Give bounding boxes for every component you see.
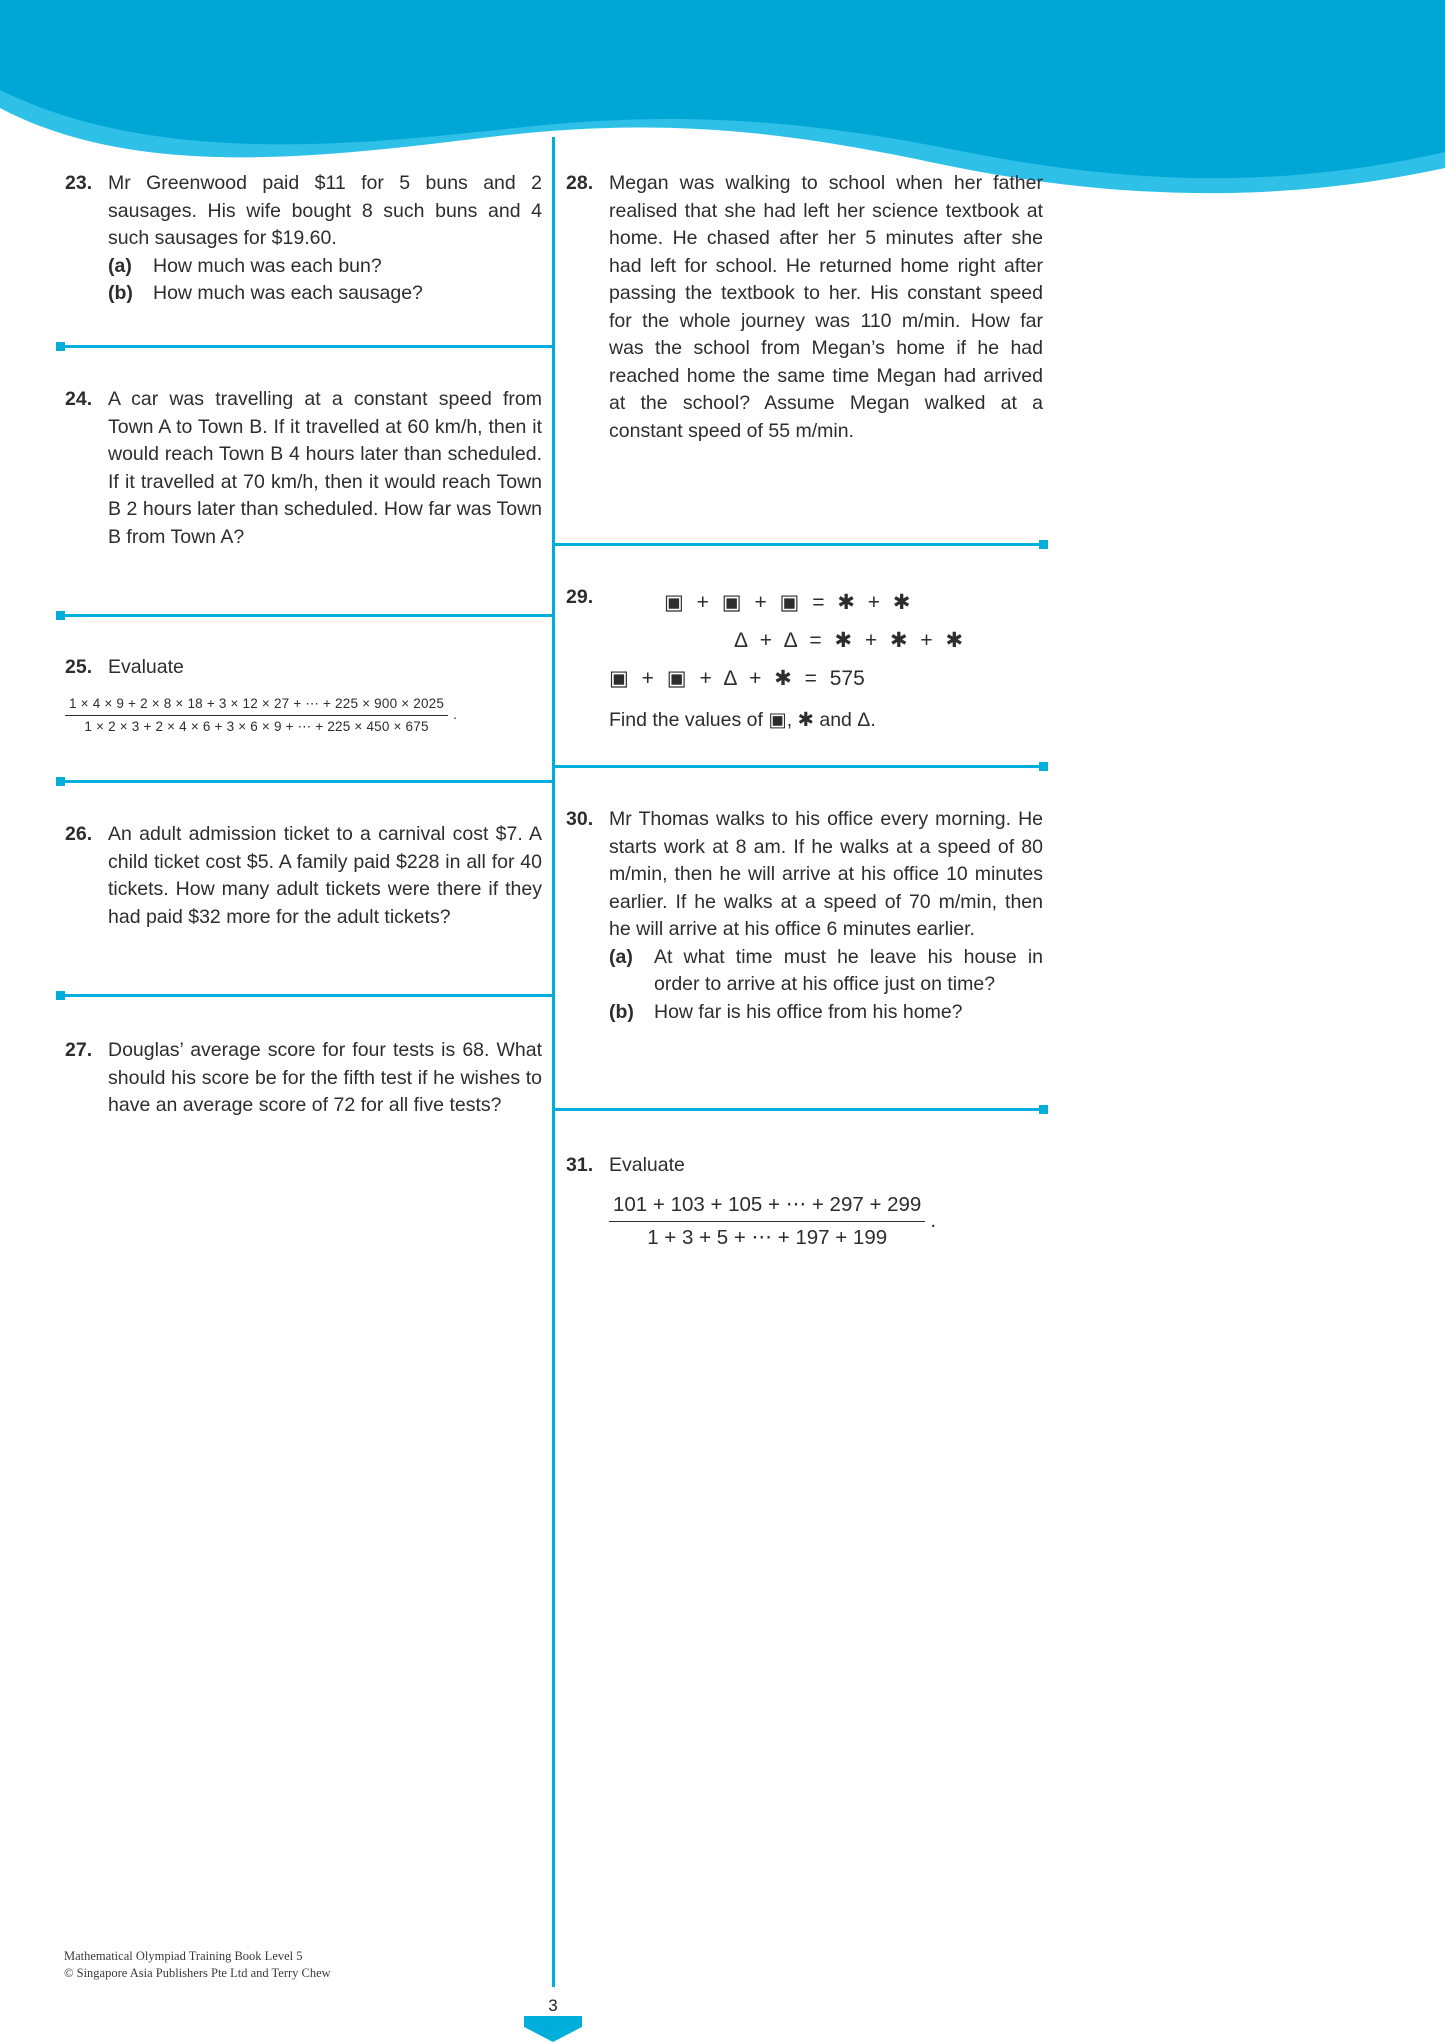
part-label: (a) <box>108 254 132 277</box>
problem-number: 24. <box>65 388 93 410</box>
fraction-denominator: 1 + 3 + 5 + ⋯ + 197 + 199 <box>647 1226 888 1250</box>
problem-body <box>108 386 542 551</box>
problem-30 <box>566 806 1043 1026</box>
part-label: (b) <box>609 1000 634 1023</box>
section-divider <box>57 345 553 348</box>
section-divider <box>57 994 553 997</box>
problem-body <box>108 821 542 931</box>
equation-1: ▣ + ▣ + ▣ = ✱ + ✱ <box>664 591 911 614</box>
part-text: How far is his office from his home? <box>654 1000 963 1023</box>
problem-part-a <box>609 944 1043 999</box>
problem-body <box>108 1037 542 1120</box>
equation-2: Δ + Δ = ✱ + ✱ + ✱ <box>734 629 964 652</box>
part-text: How much was each sausage? <box>153 282 423 304</box>
problem-31 <box>566 1152 1043 1252</box>
section-divider <box>553 543 1047 546</box>
problem-text: Evaluate <box>108 656 184 678</box>
problem-number: 25. <box>65 656 93 678</box>
problem-body <box>108 170 542 308</box>
fraction <box>609 1192 925 1252</box>
problem-number: 26. <box>65 823 93 845</box>
problem-body <box>609 170 1043 445</box>
problem-text: Douglas’ average score for four tests is 68. What should his score be for the fifth test if he wishes to have an average score of 72 for all five tests? <box>108 1039 542 1116</box>
problem-26 <box>65 821 542 931</box>
fraction-numerator: 1 × 4 × 9 + 2 × 8 × 18 + 3 × 12 × 27 + ⋯ + 225 × 900 × 2025 <box>65 696 448 717</box>
problem-text: Mr Thomas walks to his office every morning. He starts work at 8 am. If he walks at a speed of 80 m/min, then he will arrive at his office 10 minutes earlier. If he walks at a speed of 70 m/min, then he will arrive at his office 6 minutes earlier. <box>609 808 1043 940</box>
footer <box>64 1948 331 1982</box>
problem-25 <box>65 654 542 736</box>
divider-end-square <box>1039 540 1048 549</box>
problem-body <box>609 584 1043 735</box>
page-number-tab-decoration <box>524 2016 582 2042</box>
divider-end-square <box>56 342 65 351</box>
problem-23 <box>65 170 542 308</box>
problem-text: An adult admission ticket to a carnival cost $7. A child ticket cost $5. A family paid $228 in all for 40 tickets. How many adult tickets were there if they had paid $32 more for the adult tickets? <box>108 823 542 928</box>
divider-end-square <box>56 611 65 620</box>
problem-part-b <box>609 999 1043 1027</box>
part-label: (a) <box>609 945 633 968</box>
problem-text: Mr Greenwood paid $11 for 5 buns and 2 sausages. His wife bought 8 such buns and 4 such sausages for $19.60. <box>108 172 542 249</box>
footer-book-title: Mathematical Olympiad Training Book Level 5 <box>64 1949 303 1963</box>
divider-end-square <box>1039 1105 1048 1114</box>
problem-number: 31. <box>566 1154 594 1176</box>
problem-27 <box>65 1037 542 1120</box>
fraction-suffix: . <box>930 1209 937 1233</box>
problem-number: 30. <box>566 808 594 830</box>
problem-body <box>609 1152 1043 1252</box>
problem-text: Evaluate <box>609 1154 685 1176</box>
fraction-denominator: 1 × 2 × 3 + 2 × 4 × 6 + 3 × 6 × 9 + ⋯ + 225 × 450 × 675 <box>84 719 429 735</box>
problem-text: A car was travelling at a constant speed from Town A to Town B. If it travelled at 60 km/h, then it would reach Town B 4 hours later than scheduled. If it travelled at 70 km/h, then it would reach Town B 2 hours later than scheduled. How far was Town B from Town A? <box>108 388 542 548</box>
problem-body <box>609 806 1043 1026</box>
problem-28 <box>566 170 1043 445</box>
column-divider-line <box>552 137 555 1987</box>
footer-copyright: © Singapore Asia Publishers Pte Ltd and Terry Chew <box>64 1966 331 1980</box>
problem-number: 29. <box>566 586 594 608</box>
part-text: How much was each bun? <box>153 254 382 277</box>
part-text: At what time must he leave his house in order to arrive at his office just on time? <box>654 945 1043 995</box>
section-divider <box>57 780 553 783</box>
problem-24 <box>65 386 542 551</box>
fraction-numerator: 101 + 103 + 105 + ⋯ + 297 + 299 <box>609 1192 925 1223</box>
fraction <box>65 696 448 737</box>
page-number: 3 <box>548 1996 558 2015</box>
problem-part-a <box>108 253 542 281</box>
fraction-expression <box>609 1192 1043 1252</box>
section-divider <box>553 1108 1047 1111</box>
equation-3: ▣ + ▣ + Δ + ✱ = 575 <box>609 667 865 690</box>
problem-number: 23. <box>65 172 93 194</box>
problem-number: 28. <box>566 172 594 194</box>
section-divider <box>57 614 553 617</box>
divider-end-square <box>56 991 65 1000</box>
problem-number: 27. <box>65 1039 93 1061</box>
fraction-suffix: . <box>453 707 458 723</box>
fraction-expression <box>65 696 542 737</box>
problem-body <box>69 654 542 736</box>
problem-29 <box>566 584 1043 735</box>
divider-end-square <box>56 777 65 786</box>
part-label: (b) <box>108 282 133 304</box>
problem-text: Megan was walking to school when her father realised that she had left her science textbook at home. He chased after her 5 minutes after she had left for school. He returned home right after passing the textbook to her. His constant speed for the whole journey was 110 m/min. How far was the school from Megan’s home if he had reached home the same time Megan had arrived at the school? Assume Megan walked at a constant speed of 55 m/min. <box>609 172 1043 442</box>
problem-part-b <box>108 280 542 308</box>
divider-end-square <box>1039 762 1048 771</box>
section-divider <box>553 765 1047 768</box>
problem-question: Find the values of ▣, ✱ and Δ. <box>609 709 876 731</box>
